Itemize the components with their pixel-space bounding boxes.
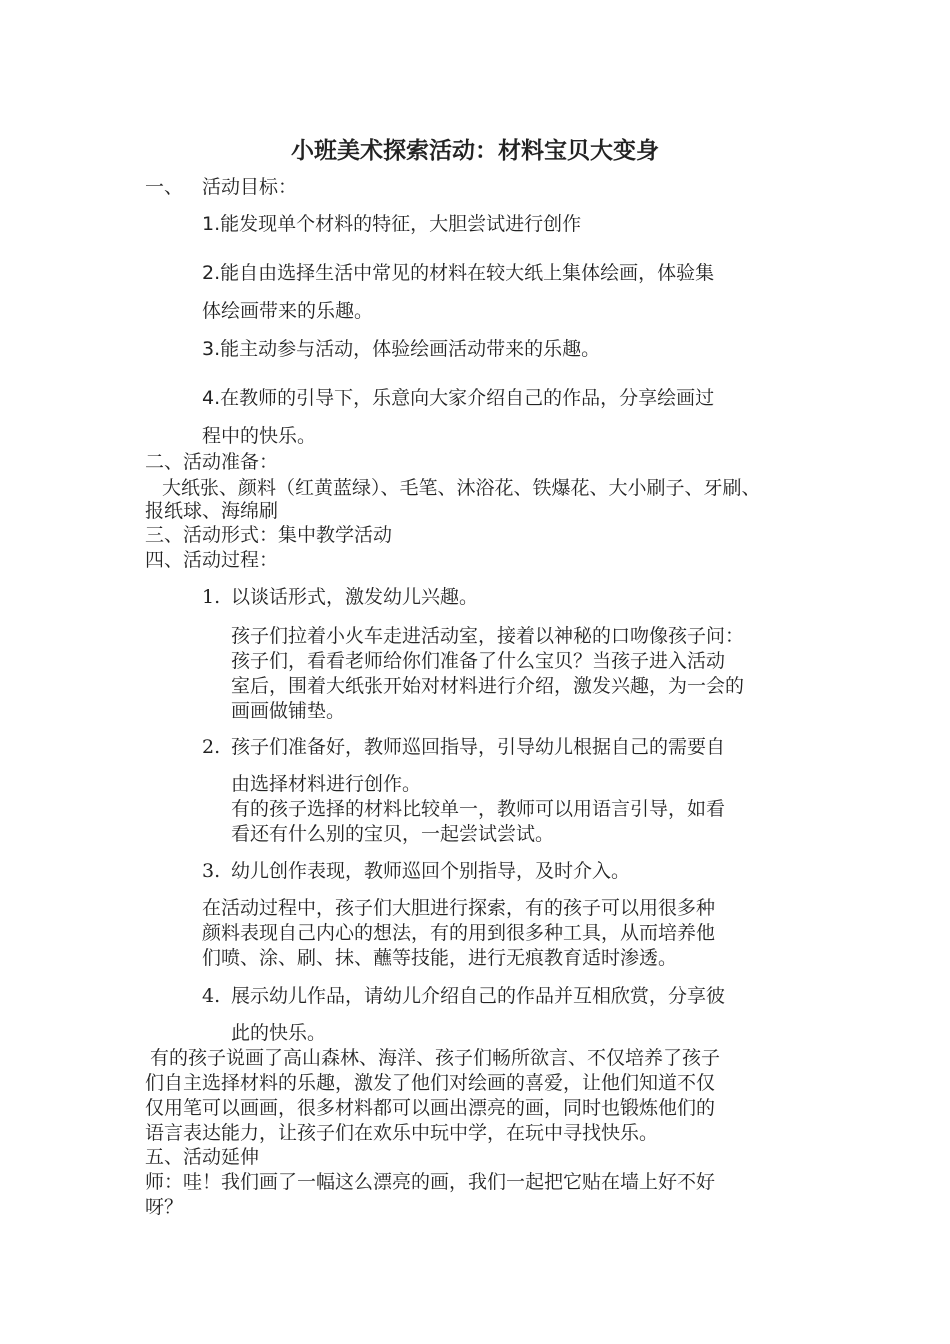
goal-text-continued: 体绘画带来的乐趣。 [202, 300, 374, 322]
section5-heading: 五、活动延伸 [145, 1146, 260, 1168]
goal-item [202, 211, 581, 237]
step-body-line: 们喷、涂、刷、抹、蘸等技能，进行无痕教育适时渗透。 [202, 947, 678, 969]
step-body-line: 室后，围着大纸张开始对材料进行介绍，激发兴趣，为一会的 [231, 675, 745, 697]
step-title-continued: 由选择材料进行创作。 [231, 773, 422, 795]
goal-number: 1. [202, 213, 221, 235]
section4-heading: 四、活动过程： [145, 549, 279, 571]
step-body-line: 看还有什么别的宝贝，一起尝试尝试。 [231, 823, 555, 845]
step-body-line: 在活动过程中，孩子们大胆进行探索，有的孩子可以用很多种 [202, 897, 716, 919]
step-title: 展示幼儿作品，请幼儿介绍自己的作品并互相欣赏，分享彼 [231, 985, 726, 1007]
step-number: 3. [202, 860, 221, 882]
materials-line: 大纸张、颜料（红黄蓝绿）、毛笔、沐浴花、铁爆花、大小刷子、牙刷、 [162, 477, 761, 499]
goal-text: 能发现单个材料的特征，大胆尝试进行创作 [220, 213, 582, 235]
step-body-line: 孩子们，看看老师给你们准备了什么宝贝？当孩子进入活动 [231, 650, 726, 672]
step-body-line: 孩子们拉着小火车走进活动室，接着以神秘的口吻像孩子问： [231, 625, 745, 647]
step-title: 孩子们准备好，教师巡回指导，引导幼儿根据自己的需要自 [231, 736, 726, 758]
step-title: 以谈话形式，激发幼儿兴趣。 [231, 586, 479, 608]
materials-line: 报纸球、海绵刷 [145, 500, 279, 522]
goal-item [202, 336, 600, 362]
section1-heading-number: 一、 [145, 176, 184, 198]
doc-title: 小班美术探索活动：材料宝贝大变身 [291, 137, 659, 164]
step-body-line: 有的孩子选择的材料比较单一，教师可以用语言引导，如看 [231, 798, 726, 820]
summary-line: 语言表达能力，让孩子们在欢乐中玩中学，在玩中寻找快乐。 [145, 1122, 659, 1144]
step-number: 4. [202, 985, 221, 1007]
goal-text: 能主动参与活动，体验绘画活动带来的乐趣。 [220, 338, 601, 360]
extension-line: 师：哇！我们画了一幅这么漂亮的画，我们一起把它贴在墙上好不好 [145, 1171, 716, 1193]
goal-number: 4. [202, 387, 221, 409]
goal-number: 3. [202, 338, 221, 360]
goal-text-continued: 程中的快乐。 [202, 425, 317, 447]
summary-line: 们自主选择材料的乐趣，激发了他们对绘画的喜爱，让他们知道不仅 [145, 1072, 716, 1094]
goal-item [202, 385, 714, 411]
step-number: 1. [202, 586, 221, 608]
summary-line: 有的孩子说画了高山森林、海洋、孩子们畅所欲言、不仅培养了孩子 [150, 1047, 721, 1069]
summary-line: 仅用笔可以画画，很多材料都可以画出漂亮的画，同时也锻炼他们的 [145, 1097, 716, 1119]
goal-number: 2. [202, 262, 221, 284]
step-title-continued: 此的快乐。 [231, 1022, 327, 1044]
step-title: 幼儿创作表现，教师巡回个别指导，及时介入。 [231, 860, 631, 882]
section2-heading: 二、活动准备： [145, 451, 279, 473]
step-number: 2. [202, 736, 221, 758]
goal-text: 在教师的引导下，乐意向大家介绍自己的作品，分享绘画过 [220, 387, 715, 409]
section3-heading: 三、活动形式：集中教学活动 [145, 524, 393, 546]
extension-line: 呀？ [145, 1196, 184, 1218]
step-body-line: 画画做铺垫。 [231, 700, 346, 722]
section1-heading: 活动目标： [202, 176, 298, 198]
goal-text: 能自由选择生活中常见的材料在较大纸上集体绘画，体验集 [220, 262, 715, 284]
goal-item [202, 260, 714, 286]
step-body-line: 颜料表现自己内心的想法，有的用到很多种工具，从而培养他 [202, 922, 716, 944]
